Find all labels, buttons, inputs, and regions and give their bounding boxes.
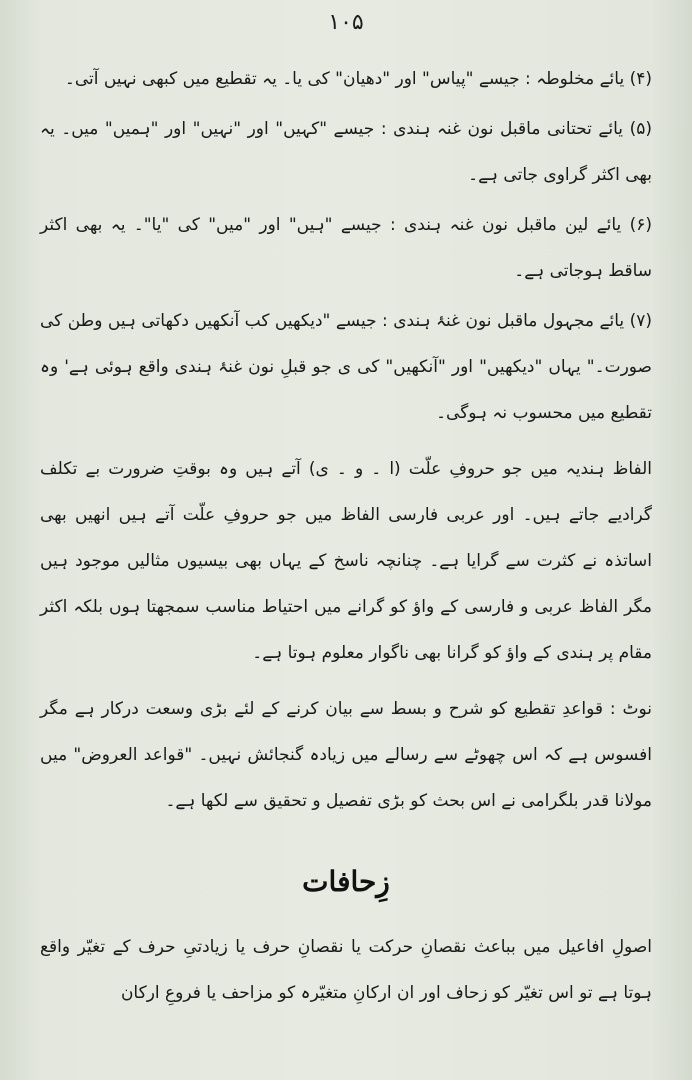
section-heading: زِحافات [302,865,390,898]
paragraph-4-ya-makhluta: (۴) یائے مخلوطہ : جیسے "پیاس" اور "دھیان" کی یا۔ یہ تقطیع میں کبھی نہیں آتی۔ [64,69,652,89]
paragraph-huroof-illat: الفاظ ہندیہ میں جو حروفِ علّت (ا ۔ و ۔ ی) آتے ہیں وہ بوقتِ ضرورت بے تکلف گرادیے جاتے ہیں۔ اور عربی فارسی الفاظ میں جو حروفِ علّت آتے ہیں انھیں بھی اساتذہ نے کثرت سے گرایا ہے۔ چنانچہ ناسخ کے یہاں بھی بیسیوں مثالیں موجود ہیں مگر الفاظ عربی و فارسی کے واؤ کو گرانے میں احتیاط مناسب سمجھتا ہوں بلکہ اکثر مقام پر ہندی کے واؤ کو گرانا بھی ناگوار معلوم ہوتا ہے۔ [40,459,652,663]
paragraph-zihafat: اصولِ افاعیل میں بباعث نقصانِ حرکت یا نقصانِ حرف یا زیادتیِ حرف کے تغیّر واقع ہوتا ہے تو اس تغیّر کو زحاف اور ان ارکانِ متغیّرہ کو مزاحف یا فروعِ ارکان [40,937,652,1003]
paragraph-5-ya-tahtani: (۵) یائے تحتانی ماقبل نون غنہ ہندی : جیسے "کہیں" اور "نہیں" اور "ہمیں" میں۔ یہ بھی اکثر گراوی جاتی ہے۔ [40,119,652,185]
paragraph-6-ya-leen: (۶) یائے لین ماقبل نون غنہ ہندی : جیسے "ہیں" اور "میں" کی "یا"۔ یہ بھی اکثر ساقط ہوجاتی ہے۔ [40,215,652,281]
page-content [40,56,652,1026]
paragraph-7-ya-majhool: (۷) یائے مجہول ماقبل نون غنۂ ہندی : جیسے "دیکھیں کب آنکھیں دکھاتی ہیں وطن کی صورت۔" یہاں "دیکھیں" اور "آنکھیں" کی ی جو قبلِ نون غنۂ ہندی واقع ہوئی ہے' وہ تقطیع میں محسوب نہ ہوگی۔ [40,311,652,423]
note-paragraph: نوٹ : قواعدِ تقطیع کو شرح و بسط سے بیان کرنے کے لئے بڑی وسعت درکار ہے مگر افسوس ہے کہ اس چھوٹے سے رسالے میں زیادہ گنجائش نہیں۔ "قواعد العروض" میں مولانا قدر بلگرامی نے اس بحث کو بڑی تفصیل و تحقیق سے لکھا ہے۔ [40,699,652,811]
page-number: ۱۰۵ [328,10,364,35]
